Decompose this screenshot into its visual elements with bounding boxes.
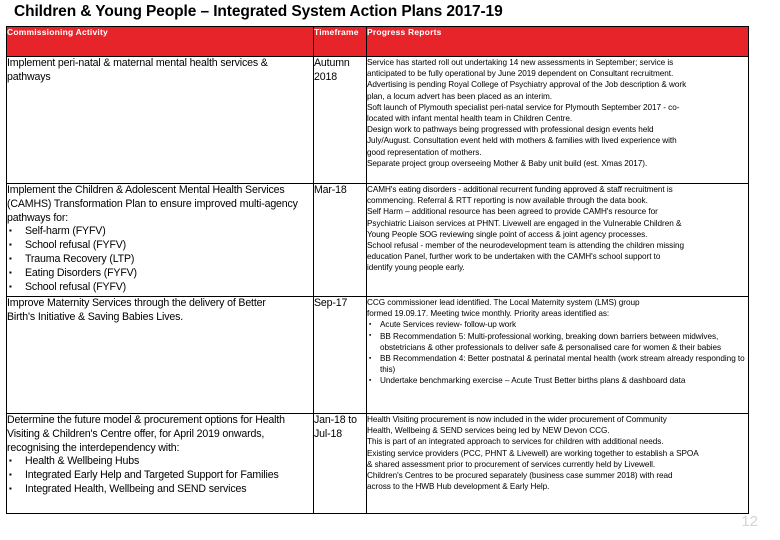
progress-line: Self Harm – additional resource has been agreed to provide CAMH's resource for <box>367 207 658 217</box>
activity-line: recognising the interdependency with: <box>7 441 180 454</box>
activity-line: Implement the Children & Adolescent Mental Health Services <box>7 184 285 196</box>
activity-bullet-list <box>7 455 313 496</box>
cell-commissioning-activity <box>7 57 314 184</box>
progress-line: Health Visiting procurement is now included in the wider procurement of Community <box>367 415 667 424</box>
cell-commissioning-activity <box>7 414 314 514</box>
cell-progress-report <box>367 414 749 514</box>
progress-line: education Panel, further work to be undertaken with the CAMH's school support to <box>367 252 661 262</box>
list-item: ▪ Health & Wellbeing Hubs <box>7 455 313 469</box>
cell-commissioning-activity <box>7 184 314 297</box>
progress-line: CAMH's eating disorders - additional recurrent funding approved & staff recruitment is <box>367 185 673 194</box>
progress-line: This is part of an integrated approach to services for children with additional needs. <box>367 437 664 447</box>
list-item: ▪ Acute Services review- follow-up work <box>367 319 748 330</box>
activity-line: pathways <box>7 70 51 83</box>
cell-timeframe: Sep-17 <box>314 297 367 414</box>
page-title: Children & Young People – Integrated System Action Plans 2017-19 <box>14 3 503 20</box>
table-body <box>7 57 749 514</box>
progress-line: Existing service providers (PCC, PHNT & Livewell) are working together to establish a SPOA <box>367 448 699 458</box>
column-header-timeframe: Timeframe <box>314 27 367 57</box>
progress-line: Soft launch of Plymouth specialist peri-natal service for Plymouth September 2017 - co- <box>367 102 680 112</box>
progress-line: formed 19.09.17. Meeting twice monthly. Priority areas identified as: <box>367 309 610 319</box>
progress-line: Advertising is pending Royal College of Psychiatry approval of the Job description & work <box>367 80 687 90</box>
cell-timeframe: Jan-18 to Jul-18 <box>314 414 367 514</box>
progress-line: July/August. Consultation event held with mothers & families with lived experience with <box>367 136 677 146</box>
progress-line: Health, Wellbeing & SEND services being led by NEW Devon CCG. <box>367 426 610 436</box>
list-item: ▪ Trauma Recovery (LTP) <box>7 253 313 267</box>
activity-line: Implement peri-natal & maternal mental health services & <box>7 57 268 69</box>
cell-progress-report <box>367 57 749 184</box>
action-plans-table <box>6 26 749 514</box>
activity-line: Improve Maternity Services through the delivery of Better <box>7 297 266 309</box>
list-item: ▪ Undertake benchmarking exercise – Acute Trust Better births plans & dashboard data <box>367 375 748 386</box>
progress-line: identify young people early. <box>367 263 465 273</box>
progress-line: Children's Centres to be procured separately (business case summer 2018) with read <box>367 471 673 481</box>
list-item: ▪ BB Recommendation 5: Multi-professional working, breaking down barriers between midwives, obstetricians & other professionals to deliver safe & personalised care for women & their babies <box>367 331 748 353</box>
column-header-progress-reports: Progress Reports <box>367 27 749 57</box>
progress-line: across to the HWB Hub development & Early Help. <box>367 482 550 492</box>
progress-line: plan, a locum advert has been placed as an interim. <box>367 91 552 101</box>
list-item: ▪ BB Recommendation 4: Better postnatal & perinatal mental health (work stream already responding to this) <box>367 353 748 375</box>
table-header-row <box>7 27 749 57</box>
table-row <box>7 184 749 297</box>
cell-commissioning-activity <box>7 297 314 414</box>
column-header-commissioning-activity: Commissioning Activity <box>7 27 314 57</box>
cell-progress-report <box>367 297 749 414</box>
activity-line: pathways for: <box>7 211 69 224</box>
activity-line: Determine the future model & procurement options for Health <box>7 414 285 426</box>
list-item: ▪ School refusal (FYFV) <box>7 239 313 253</box>
cell-progress-report <box>367 184 749 297</box>
progress-line: Young People SOG reviewing single point of access & joint agency processes. <box>367 229 648 239</box>
progress-line: located with infant mental health team in Children Centre. <box>367 114 573 124</box>
progress-line: anticipated to be fully operational by June 2019 dependent on Consultant recruitment. <box>367 69 674 79</box>
table-row <box>7 57 749 184</box>
list-item: ▪ Self-harm (FYFV) <box>7 225 313 239</box>
progress-line: School refusal - member of the neurodevelopment team is attending the children missing <box>367 241 685 251</box>
progress-line: commencing. Referral & RTT reporting is now available through the data book. <box>367 196 648 206</box>
progress-line: good representation of mothers. <box>367 147 482 157</box>
cell-timeframe: Mar-18 <box>314 184 367 297</box>
list-item: ▪ Eating Disorders (FYFV) <box>7 267 313 281</box>
progress-line: Design work to pathways being progressed with professional design events held <box>367 125 654 135</box>
activity-line: Birth's Initiative & Saving Babies Lives. <box>7 310 184 323</box>
progress-bullet-list <box>367 319 748 386</box>
progress-line: Psychiatric Liaison services at PHNT. Livewell are engaged in the Vulnerable Children & <box>367 218 682 228</box>
progress-line: & shared assessment prior to procurement of services currently held by Livewell. <box>367 459 656 469</box>
list-item: ▪ School refusal (FYFV) <box>7 281 313 295</box>
progress-line: Service has started roll out undertaking 14 new assessments in September; service is <box>367 58 674 67</box>
table-header <box>7 27 749 57</box>
table-row <box>7 297 749 414</box>
activity-line: Visiting & Children's Centre offer, for April 2019 onwards, <box>7 427 265 440</box>
page-number: 12 <box>741 513 758 530</box>
list-item: ▪ Integrated Early Help and Targeted Support for Families <box>7 469 313 483</box>
table-row <box>7 414 749 514</box>
activity-line: (CAMHS) Transformation Plan to ensure improved multi-agency <box>7 197 298 210</box>
cell-timeframe: Autumn 2018 <box>314 57 367 184</box>
activity-bullet-list <box>7 225 313 294</box>
progress-line: Separate project group overseeing Mother & Baby unit build (est. Xmas 2017). <box>367 158 648 168</box>
list-item: ▪ Integrated Health, Wellbeing and SEND services <box>7 483 313 497</box>
progress-line: CCG commissioner lead identified. The Local Maternity system (LMS) group <box>367 298 640 307</box>
